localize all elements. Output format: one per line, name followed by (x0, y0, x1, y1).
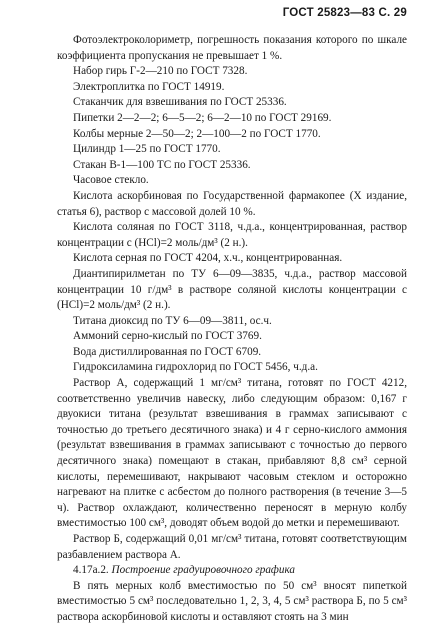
paragraph: Стакан В-1—100 ТС по ГОСТ 25336. (73, 158, 251, 171)
paragraph: Стаканчик для взвешивания по ГОСТ 25336. (73, 96, 287, 109)
paragraph: Диантипирилметан по ТУ 6—09—3835, ч.д.а., раствор массовой концентрации 10 г/дм³ в растворе соляной кислоты концентрации с (HCl)=2 моль/дм³ (2 н.). (57, 267, 407, 312)
paragraph: Колбы мерные 2—50—2; 2—100—2 по ГОСТ 1770. (73, 127, 321, 140)
paragraph: Гидроксиламина гидрохлорид по ГОСТ 5456, ч.д.а. (73, 361, 318, 374)
paragraph: Фотоэлектроколориметр, погрешность показания которого по шкале коэффициента пропускания не превышает 1 %. (57, 34, 407, 62)
section-title: Построение градуировочного графика (111, 564, 296, 577)
paragraph: Кислота серная по ГОСТ 4204, х.ч., концентрированная. (73, 252, 343, 265)
paragraph: Титана диоксид по ТУ 6—09—3811, ос.ч. (73, 314, 272, 327)
paragraph: Кислота аскорбиновая по Государственной фармакопее (X издание, статья 6), раствор с массовой долей 10 %. (57, 189, 407, 218)
paragraph: Раствор Б, содержащий 0,01 мг/см³ титана, готовят соответствующим разбавлением раствора А. (57, 533, 407, 561)
paragraph: Часовое стекло. (73, 174, 149, 187)
paragraph: Электроплитка по ГОСТ 14919. (73, 80, 225, 93)
paragraph: Цилиндр 1—25 по ГОСТ 1770. (73, 143, 221, 156)
section-number: 4.17а.2. (73, 564, 109, 577)
document-body (57, 33, 407, 626)
section-heading (57, 563, 407, 579)
paragraph: Набор гирь Г-2—210 по ГОСТ 7328. (73, 65, 248, 78)
page-header: ГОСТ 25823—83 С. 29 (282, 7, 407, 19)
paragraph: Пипетки 2—2—2; 6—5—2; 6—2—10 по ГОСТ 29169. (73, 111, 332, 124)
paragraph: Кислота соляная по ГОСТ 3118, ч.д.а., концентрированная, раствор концентрации с (HCl)=2 моль/дм³ (2 н.). (57, 221, 407, 249)
paragraph: Аммоний серно-кислый по ГОСТ 3769. (73, 330, 262, 343)
paragraph: В пять мерных колб вместимостью по 50 см³ вносят пипеткой вместимостью 5 см³ последовательно 1, 2, 3, 4, 5 см³ раствора Б, по 5 см³ раствора аскорбиновой кислоты и оставляют стоять на 3 мин (57, 579, 407, 623)
paragraph: Раствор А, содержащий 1 мг/см³ титана, готовят по ГОСТ 4212, соответственно увеличив навеску, либо следующим образом: 0,167 г двуокиси титана (результат взвешивания в граммах записывают с точностью до третьего десятичного знака) и 4 г серно-кислого аммония (результат взвешивания в граммах записывают с точностью до первого десятичного знака) помещают в стакан, прибавляют 8,8 см³ серной кислоты, перемешивают, накрывают часовым стеклом и осторожно нагревают на плитке с асбестом до полного растворения (в течение 3—5 ч). Раствор охлаждают, количественно переносят в мерную колбу вместимостью 100 см³, доводят объем водой до метки и перемешивают. (57, 377, 407, 530)
paragraph: Вода дистиллированная по ГОСТ 6709. (73, 345, 262, 358)
